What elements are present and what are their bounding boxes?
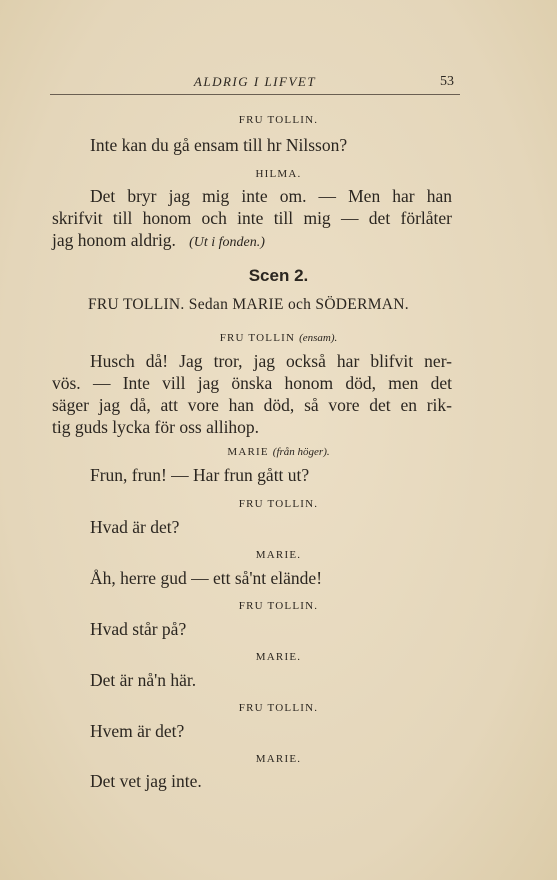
page-header (50, 72, 460, 95)
dialogue-line: Hvad står på? (90, 619, 187, 639)
dialogue-line: skrifvit till honom och inte till mig — det förlåter (52, 208, 452, 228)
dialogue-line: Det vet jag inte. (90, 771, 202, 791)
dialogue-line: Hvem är det? (90, 721, 185, 741)
dialogue-line: Inte kan du gå ensam till hr Nilsson? (90, 135, 348, 155)
stage-direction: (ensam). (299, 332, 338, 344)
speaker-name: MARIE (227, 446, 269, 458)
speaker-label: FRU TOLLIN. (238, 702, 319, 714)
speaker-label (0, 332, 557, 344)
dialogue-line (52, 230, 265, 251)
speaker-label: FRU TOLLIN. (238, 114, 319, 126)
dialogue-line: Frun, frun! — Har frun gått ut? (90, 465, 310, 485)
page-number: 53 (440, 74, 454, 89)
scene-heading: Scen 2. (248, 266, 309, 285)
speaker-label: FRU TOLLIN. (238, 600, 319, 612)
speaker-label: HILMA. (255, 168, 302, 180)
dialogue-line: Det är nå'n här. (90, 670, 197, 690)
speaker-name: FRU TOLLIN (219, 332, 296, 344)
running-title: ALDRIG I LIFVET (193, 74, 317, 89)
speaker-label (0, 446, 557, 458)
dialogue-line: säger jag då, att vore han död, så vore det en rik- (52, 395, 452, 415)
dialogue-line: Det bryr jag mig inte om. — Men har han (90, 186, 452, 206)
speaker-label: MARIE. (255, 549, 302, 561)
dialogue-line: Åh, herre gud — ett så'nt elände! (90, 568, 323, 588)
speaker-label: MARIE. (255, 753, 302, 765)
dialogue-line: vös. — Inte vill jag önska honom död, men det (52, 373, 452, 393)
stage-direction: (från höger). (272, 446, 330, 458)
dialogue-line: Husch då! Jag tror, jag också har blifvit ner- (90, 351, 452, 371)
speaker-label: MARIE. (255, 651, 302, 663)
dialogue-line: Hvad är det? (90, 517, 180, 537)
cast-list: FRU TOLLIN. Sedan MARIE och SÖDERMAN. (88, 296, 409, 313)
speaker-label: FRU TOLLIN. (238, 498, 319, 510)
dialogue-line: tig guds lycka för oss allihop. (52, 417, 260, 437)
dialogue-text: jag honom aldrig. (52, 230, 176, 250)
stage-direction: (Ut i fonden.) (189, 235, 265, 250)
